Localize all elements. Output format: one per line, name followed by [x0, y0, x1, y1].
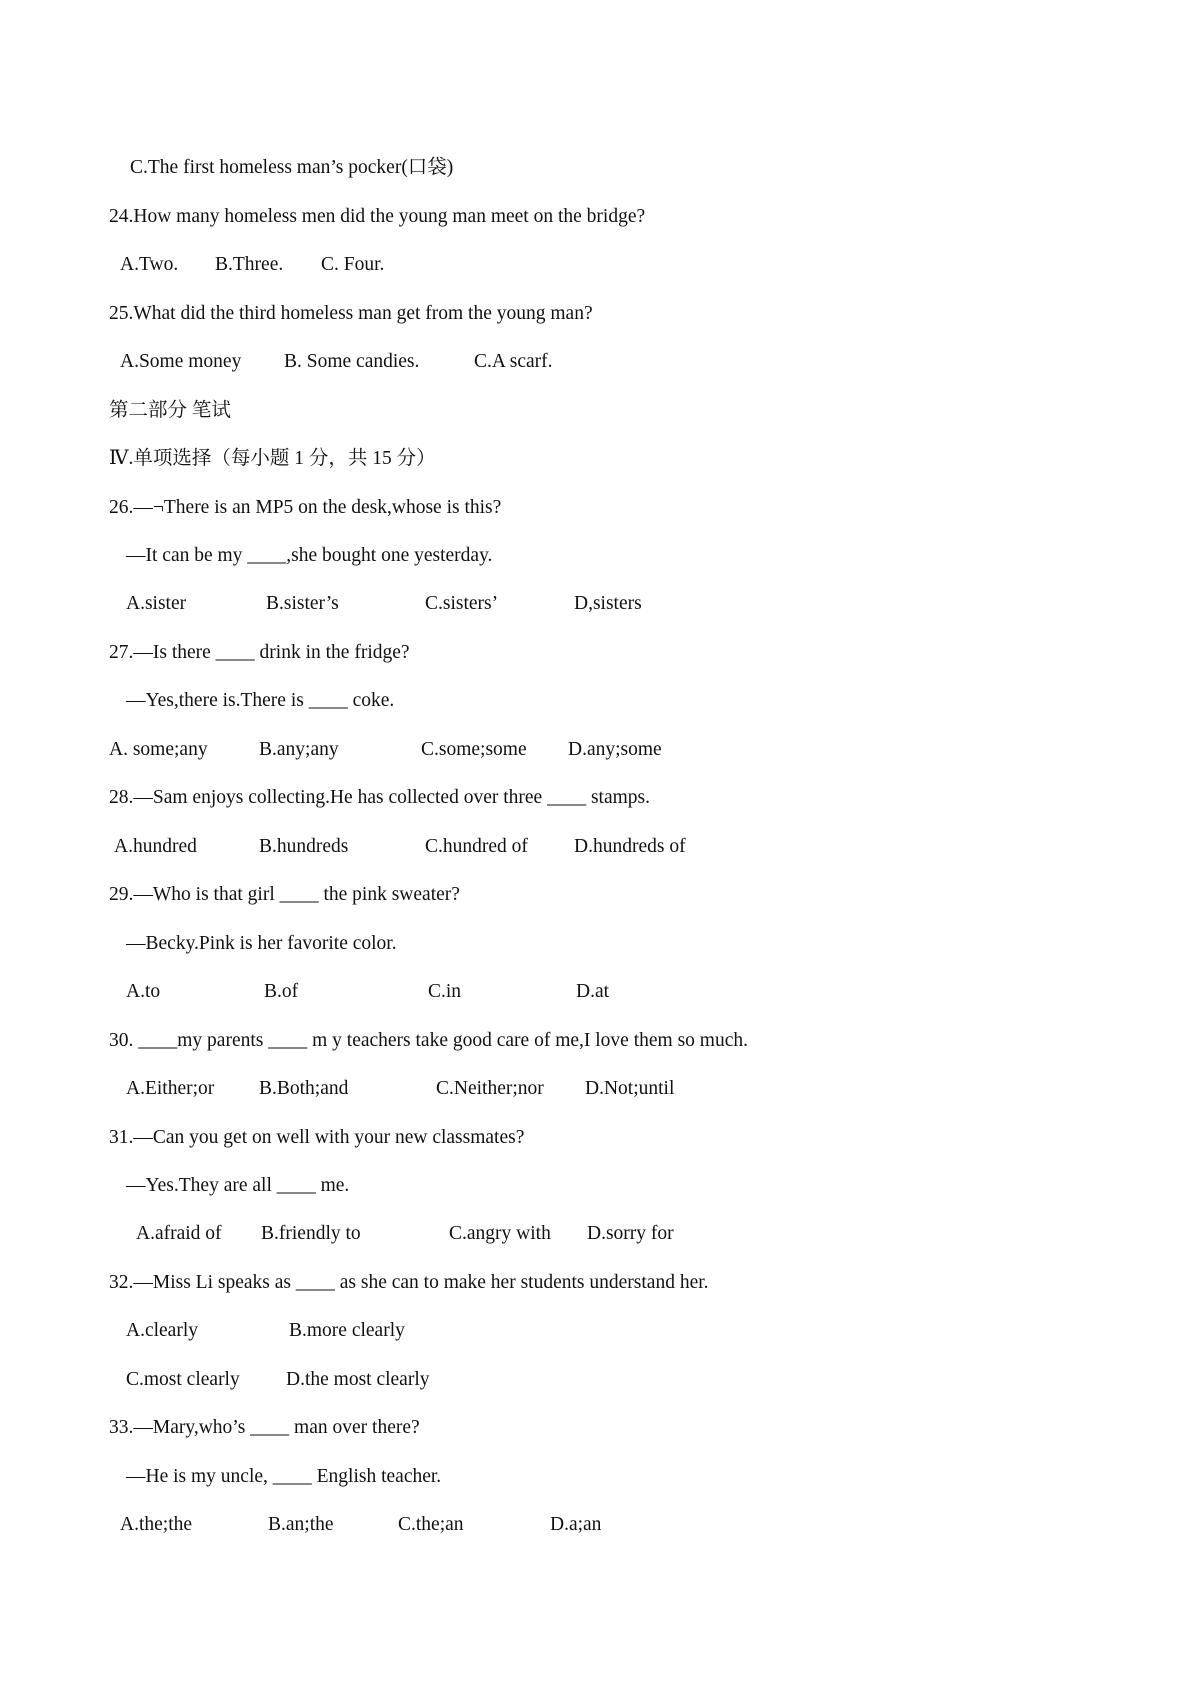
- part-two-heading: 第二部分 笔试: [109, 400, 231, 421]
- q31-option-d: D.sorry for: [587, 1223, 674, 1244]
- q26-option-b: B.sister’s: [266, 593, 339, 614]
- question-24: 24.How many homeless men did the young man meet on the bridge?: [109, 206, 646, 227]
- q27-option-d: D.any;some: [568, 739, 662, 760]
- question-30: 30. ____my parents ____ m y teachers take good care of me,I love them so much.: [109, 1030, 748, 1051]
- q30-option-a: A.Either;or: [126, 1078, 215, 1099]
- question-31: 31.—Can you get on well with your new classmates?: [109, 1127, 525, 1148]
- q25-option-c: C.A scarf.: [474, 351, 553, 372]
- q24-option-b: B.Three.: [215, 254, 284, 275]
- q28-option-c: C.hundred of: [425, 836, 528, 857]
- q26-option-c: C.sisters’: [425, 593, 499, 614]
- q28-option-a: A.hundred: [114, 836, 197, 857]
- question-29-reply: —Becky.Pink is her favorite color.: [126, 933, 397, 954]
- q29-option-c: C.in: [428, 981, 462, 1002]
- q25-option-b: B. Some candies.: [284, 351, 420, 372]
- question-27-reply: —Yes,there is.There is ____ coke.: [126, 690, 395, 711]
- q31-option-a: A.afraid of: [136, 1223, 222, 1244]
- question-26: 26.—¬There is an MP5 on the desk,whose is this?: [109, 497, 502, 518]
- q29-option-d: D.at: [576, 981, 610, 1002]
- question-28: 28.—Sam enjoys collecting.He has collected over three ____ stamps.: [109, 787, 650, 808]
- q23-option-c: C.The first homeless man’s pocker(口袋): [130, 157, 454, 178]
- question-32: 32.—Miss Li speaks as ____ as she can to make her students understand her.: [109, 1272, 709, 1293]
- q27-option-c: C.some;some: [421, 739, 527, 760]
- q28-option-b: B.hundreds: [259, 836, 349, 857]
- q33-option-d: D.a;an: [550, 1514, 602, 1535]
- question-26-reply: —It can be my ____,she bought one yesterday.: [126, 545, 493, 566]
- q26-option-a: A.sister: [126, 593, 187, 614]
- q31-option-b: B.friendly to: [261, 1223, 361, 1244]
- question-27: 27.—Is there ____ drink in the fridge?: [109, 642, 410, 663]
- q27-option-b: B.any;any: [259, 739, 339, 760]
- q33-option-b: B.an;the: [268, 1514, 334, 1535]
- q24-option-a: A.Two.: [120, 254, 179, 275]
- q31-option-c: C.angry with: [449, 1223, 551, 1244]
- q25-option-a: A.Some money: [120, 351, 242, 372]
- q32-option-a: A.clearly: [126, 1320, 199, 1341]
- q29-option-b: B.of: [264, 981, 299, 1002]
- q32-option-d: D.the most clearly: [286, 1369, 430, 1390]
- q27-option-a: A. some;any: [109, 739, 208, 760]
- q33-option-a: A.the;the: [120, 1514, 193, 1535]
- question-25: 25.What did the third homeless man get from the young man?: [109, 303, 593, 324]
- q29-option-a: A.to: [126, 981, 161, 1002]
- q26-option-d: D,sisters: [574, 593, 642, 614]
- q32-option-b: B.more clearly: [289, 1320, 405, 1341]
- q30-option-d: D.Not;until: [585, 1078, 675, 1099]
- question-33-reply: —He is my uncle, ____ English teacher.: [126, 1466, 442, 1487]
- section-four-heading: Ⅳ.单项选择（每小题 1 分，共 15 分）: [109, 448, 436, 469]
- question-29: 29.—Who is that girl ____ the pink sweater?: [109, 884, 460, 905]
- q33-option-c: C.the;an: [398, 1514, 464, 1535]
- q24-option-c: C. Four.: [321, 254, 385, 275]
- q30-option-c: C.Neither;nor: [436, 1078, 544, 1099]
- q28-option-d: D.hundreds of: [574, 836, 686, 857]
- q32-option-c: C.most clearly: [126, 1369, 240, 1390]
- question-33: 33.—Mary,who’s ____ man over there?: [109, 1417, 420, 1438]
- question-31-reply: —Yes.They are all ____ me.: [126, 1175, 350, 1196]
- q30-option-b: B.Both;and: [259, 1078, 349, 1099]
